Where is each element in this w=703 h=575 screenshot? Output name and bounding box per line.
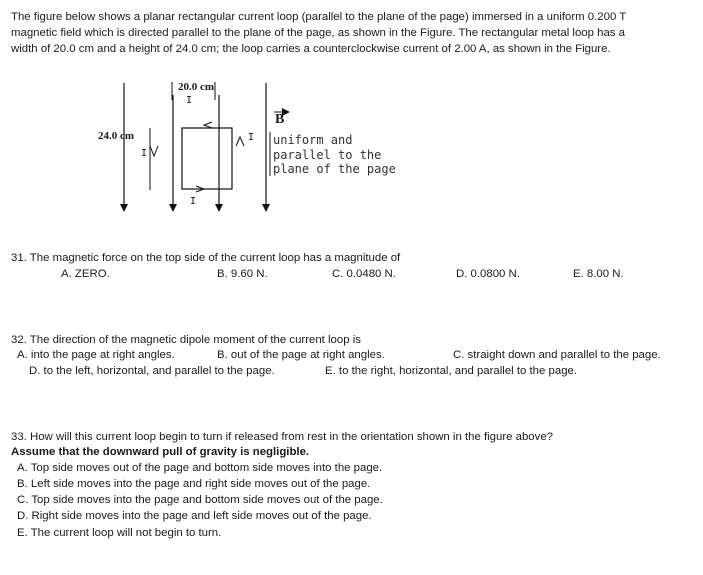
q32-option-b: B. out of the page at right angles. xyxy=(217,349,385,361)
intro-line: width of 20.0 cm and a height of 24.0 cm; the loop carries a counterclockwise current of 2.00 A, as shown in the Figure. xyxy=(11,43,611,55)
q32-option-a: A. into the page at right angles. xyxy=(17,349,175,361)
q31-option-c: C. 0.0480 N. xyxy=(332,268,396,280)
q32-option-e: E. to the right, horizontal, and parallel to the page. xyxy=(325,365,578,377)
current-loop xyxy=(182,128,232,189)
q31-option-d: D. 0.0800 N. xyxy=(456,268,520,280)
current-arrow-left xyxy=(150,146,158,156)
current-label-right: I xyxy=(248,132,255,143)
q33-option-e: E. The current loop will not begin to turn. xyxy=(17,527,222,539)
q32-option-c: C. straight down and parallel to the page. xyxy=(453,349,661,361)
q32-stem: 32. The direction of the magnetic dipole moment of the current loop is xyxy=(11,334,361,346)
current-arrow-top xyxy=(204,122,212,128)
current-loop-figure xyxy=(0,0,703,230)
q33-option-c: C. Top side moves into the page and bottom side moves out of the page. xyxy=(17,494,383,506)
width-label: 20.0 cm xyxy=(178,81,215,93)
current-arrow-right xyxy=(236,137,244,146)
q33-stem: 33. How will this current loop begin to turn if released from rest in the orientation shown in the figure above? xyxy=(11,431,553,443)
q33-option-d: D. Right side moves into the page and left side moves out of the page. xyxy=(17,510,372,522)
q33-note: Assume that the downward pull of gravity is negligible. xyxy=(11,446,310,458)
q33-option-b: B. Left side moves into the page and right side moves out of the page. xyxy=(17,478,371,490)
current-label-left: I xyxy=(141,148,148,159)
field-symbol: B xyxy=(275,112,285,127)
q32-option-d: D. to the left, horizontal, and parallel to the page. xyxy=(29,365,275,377)
field-note-line: uniform and xyxy=(273,133,353,147)
q31-stem: 31. The magnetic force on the top side of the current loop has a magnitude of xyxy=(11,252,401,264)
q31-option-b: B. 9.60 N. xyxy=(217,268,268,280)
field-note-line: plane of the page xyxy=(273,162,396,176)
intro-line: magnetic field which is directed parallel to the plane of the page, as shown in the Figure. The rectangular metal loop has a xyxy=(11,27,625,39)
q31-option-e: E. 8.00 N. xyxy=(573,268,624,280)
field-note-line: parallel to the xyxy=(273,148,382,162)
height-label: 24.0 cm xyxy=(98,130,135,142)
current-label-bottom: I xyxy=(190,196,197,207)
q33-option-a: A. Top side moves out of the page and bottom side moves into the page. xyxy=(17,462,383,474)
current-label-top: I xyxy=(186,95,193,106)
intro-line: The figure below shows a planar rectangular current loop (parallel to the plane of the page) immersed in a uniform 0.200 T xyxy=(11,11,627,23)
q31-option-a: A. ZERO. xyxy=(61,268,110,280)
